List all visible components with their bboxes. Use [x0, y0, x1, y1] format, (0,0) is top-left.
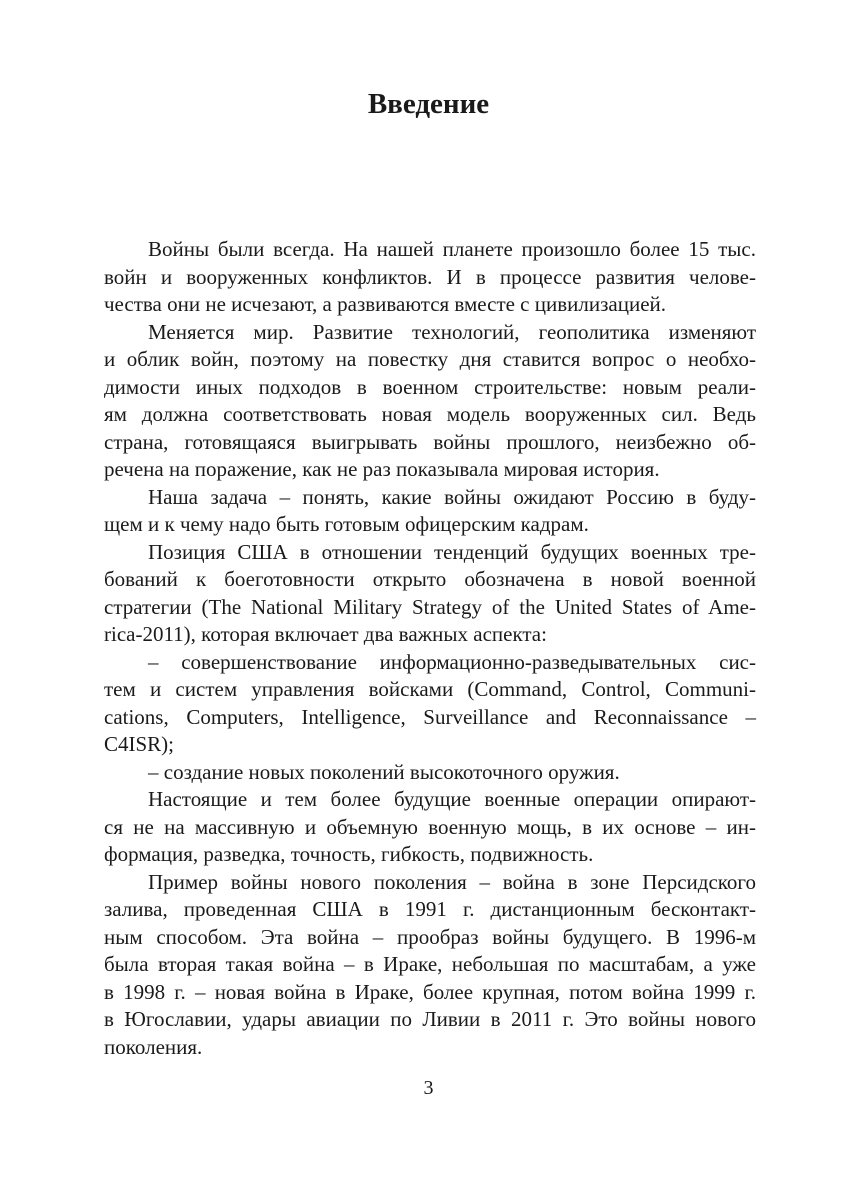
text-line: ям должна соответствовать новая модель вооруженных сил. Ведь	[104, 402, 756, 426]
text-line: формация, разведка, точность, гибкость, подвижность.	[104, 842, 594, 866]
text-line: Позиция США в отношении тенденций будущих военных тре-	[148, 539, 756, 564]
text-line: чества они не исчезают, а развиваются вместе с цивилизацией.	[104, 292, 667, 316]
text-line: речена на поражение, как не раз показывала мировая история.	[104, 457, 660, 481]
text-line: страна, готовящаяся выигрывать войны прошлого, неизбежно об-	[104, 429, 756, 454]
text-line: rica-2011), которая включает два важных аспекта:	[104, 622, 547, 646]
text-line: димости иных подходов в военном строительстве: новым реали-	[104, 374, 756, 399]
text-line: войн и вооруженных конфликтов. И в процессе развития челове-	[104, 264, 756, 289]
text-line: ся не на массивную и объемную военную мощь, в их основе – ин-	[104, 814, 756, 839]
text-line: Пример войны нового поколения – война в зоне Персидского	[148, 869, 756, 894]
text-line: в Югославии, удары авиации по Ливии в 2011 г. Это войны нового	[104, 1007, 756, 1031]
text-line: бований к боеготовности открыто обозначена в новой военной	[104, 567, 756, 591]
text-line: Настоящие и тем более будущие военные операции опирают-	[148, 787, 756, 811]
text-line: – создание новых поколений высокоточного оружия.	[148, 759, 620, 784]
text-line: и облик войн, поэтому на повестку дня ставится вопрос о необхо-	[104, 347, 756, 371]
text-line: поколения.	[104, 1034, 203, 1059]
text-line: тем и систем управления войсками (Command, Control, Communi-	[104, 677, 756, 701]
text-line: Войны были всегда. На нашей планете произошло более 15 тыс.	[148, 237, 756, 261]
text-line: ным способом. Эта война – прообраз войны будущего. В 1996-м	[104, 924, 756, 949]
page-title: Введение	[367, 88, 490, 120]
text-line: C4ISR);	[104, 732, 175, 756]
text-line: Наша задача – понять, какие войны ожидают Россию в буду-	[148, 484, 756, 509]
page-number: 3	[423, 1077, 434, 1099]
text-line: стратегии (The National Military Strategy of the United States of Ame-	[104, 594, 756, 619]
text-line: в 1998 г. – новая война в Ираке, более крупная, потом война 1999 г.	[104, 979, 756, 1004]
text-line: Меняется мир. Развитие технологий, геополитика изменяют	[148, 319, 756, 344]
text-line: cations, Computers, Intelligence, Surveillance and Reconnaissance –	[104, 704, 756, 729]
body-text	[104, 236, 756, 1061]
text-line: щем и к чему надо быть готовым офицерским кадрам.	[104, 512, 589, 536]
text-line: была вторая такая война – в Ираке, небольшая по масштабам, а уже	[104, 952, 756, 976]
text-line: залива, проведенная США в 1991 г. дистанционным бесконтакт-	[104, 897, 756, 921]
text-line: – совершенствование информационно-разведывательных сис-	[148, 649, 756, 674]
